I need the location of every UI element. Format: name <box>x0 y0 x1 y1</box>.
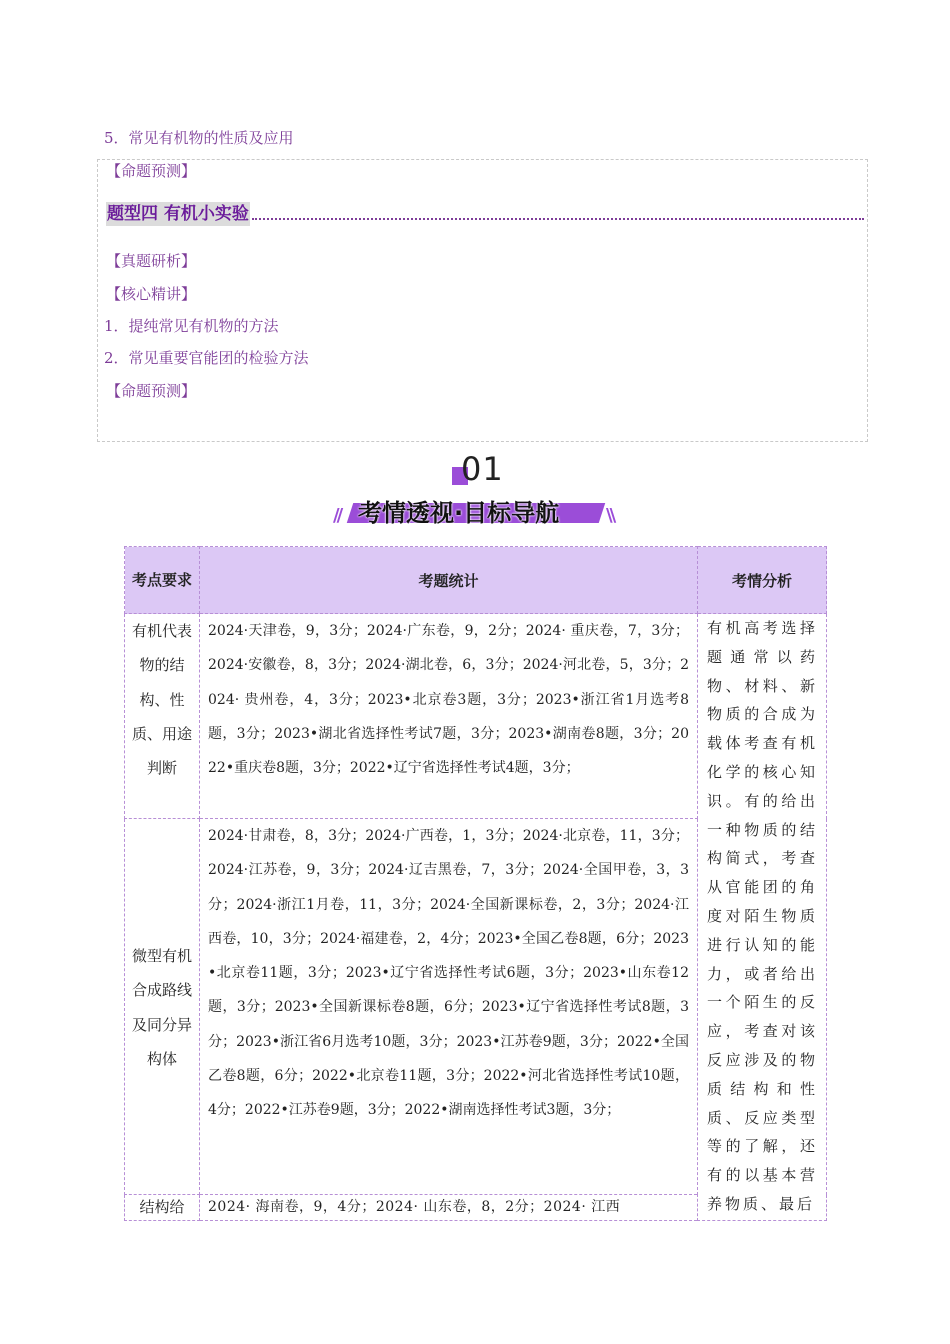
toc-predict-bottom: 【命题预测】 <box>106 382 197 400</box>
statistics-cell: 2024· 海南卷，9，4分；2024· 山东卷，8，2分；2024· 江西 <box>200 1195 698 1221</box>
toc-item-2: 2．常见重要官能团的检验方法 <box>104 349 309 367</box>
statistics-cell: 2024·甘肃卷，8，3分；2024·广西卷，1，3分；2024·北京卷，11，3分；2024·江苏卷，9，3分；2024·辽吉黑卷，7，3分；2024·全国甲卷，3，3分；2024·浙江1月卷，11，3分；2024·全国新课标卷，2，3分；2024·江西卷，10，3分；2024·福建卷，2，4分；2023•全国乙卷8题，6分；2023•北京卷11题，3分；2023•辽宁省选择性考试6题，3分；2023•山东卷12题，3分；2023•全国新课标卷8题，6分；2023•辽宁省选择性考试8题，3分；2023•浙江省6月选考10题，3分；2023•江苏卷9题，3分；2022•全国乙卷8题，6分；2022•北京卷11题，3分；2022•河北省选择性考试10题，4分；2022•江苏卷9题，3分；2022•湖南选择性考试3题，3分； <box>200 819 698 1195</box>
requirement-cell: 结构给 <box>125 1195 200 1221</box>
header-analysis: 考情分析 <box>698 547 827 614</box>
requirement-cell: 微型有机合成路线及同分异构体 <box>125 819 200 1195</box>
table-row <box>125 614 827 819</box>
exam-stats-table <box>124 546 827 1221</box>
section-leader-dots <box>252 218 864 220</box>
header-statistics: 考题统计 <box>200 547 698 614</box>
section-title[interactable]: 题型四 有机小实验 <box>107 204 249 224</box>
analysis-cell: 有机高考选择题通常以药物、材料、新物质的合成为载体考查有机化学的核心知识。有的给出一种物质的结构简式，考查从官能团的角度对陌生物质进行认知的能力，或者给出一个陌生的反应，考查对该反应涉及的物质结构和性质、反应类型等的了解，还有的以基本营养物质、最后 <box>698 614 827 1221</box>
toc-predict-top: 【命题预测】 <box>106 162 197 180</box>
heading-number: 01 <box>461 450 504 488</box>
toc-item-1: 1．提纯常见有机物的方法 <box>104 317 279 335</box>
banner-right-deco: \\ <box>606 505 614 526</box>
banner-title: 考情透视·目标导航 <box>358 499 560 527</box>
toc-item-5: 5．常见有机物的性质及应用 <box>104 129 294 147</box>
statistics-cell: 2024·天津卷，9，3分；2024·广东卷，9，2分；2024· 重庆卷，7，3分；2024·安徽卷，8，3分；2024·湖北卷，6，3分；2024·河北卷，5，3分；2024· 贵州卷，4，3分；2023•北京卷3题，3分；2023•浙江省1月选考8题，3分；2023•湖北省选择性考试7题，3分；2023•湖南卷8题，3分；2022•重庆卷8题，3分；2022•辽宁省选择性考试4题，3分； <box>200 614 698 819</box>
table-header-row <box>125 547 827 614</box>
toc-section-row[interactable] <box>106 200 864 226</box>
toc-core-lecture: 【核心精讲】 <box>106 285 197 303</box>
header-requirement: 考点要求 <box>125 547 200 614</box>
toc-real-questions: 【真题研析】 <box>106 252 197 270</box>
requirement-cell: 有机代表物的结构、性质、用途判断 <box>125 614 200 819</box>
banner-left-deco: // <box>333 505 341 526</box>
